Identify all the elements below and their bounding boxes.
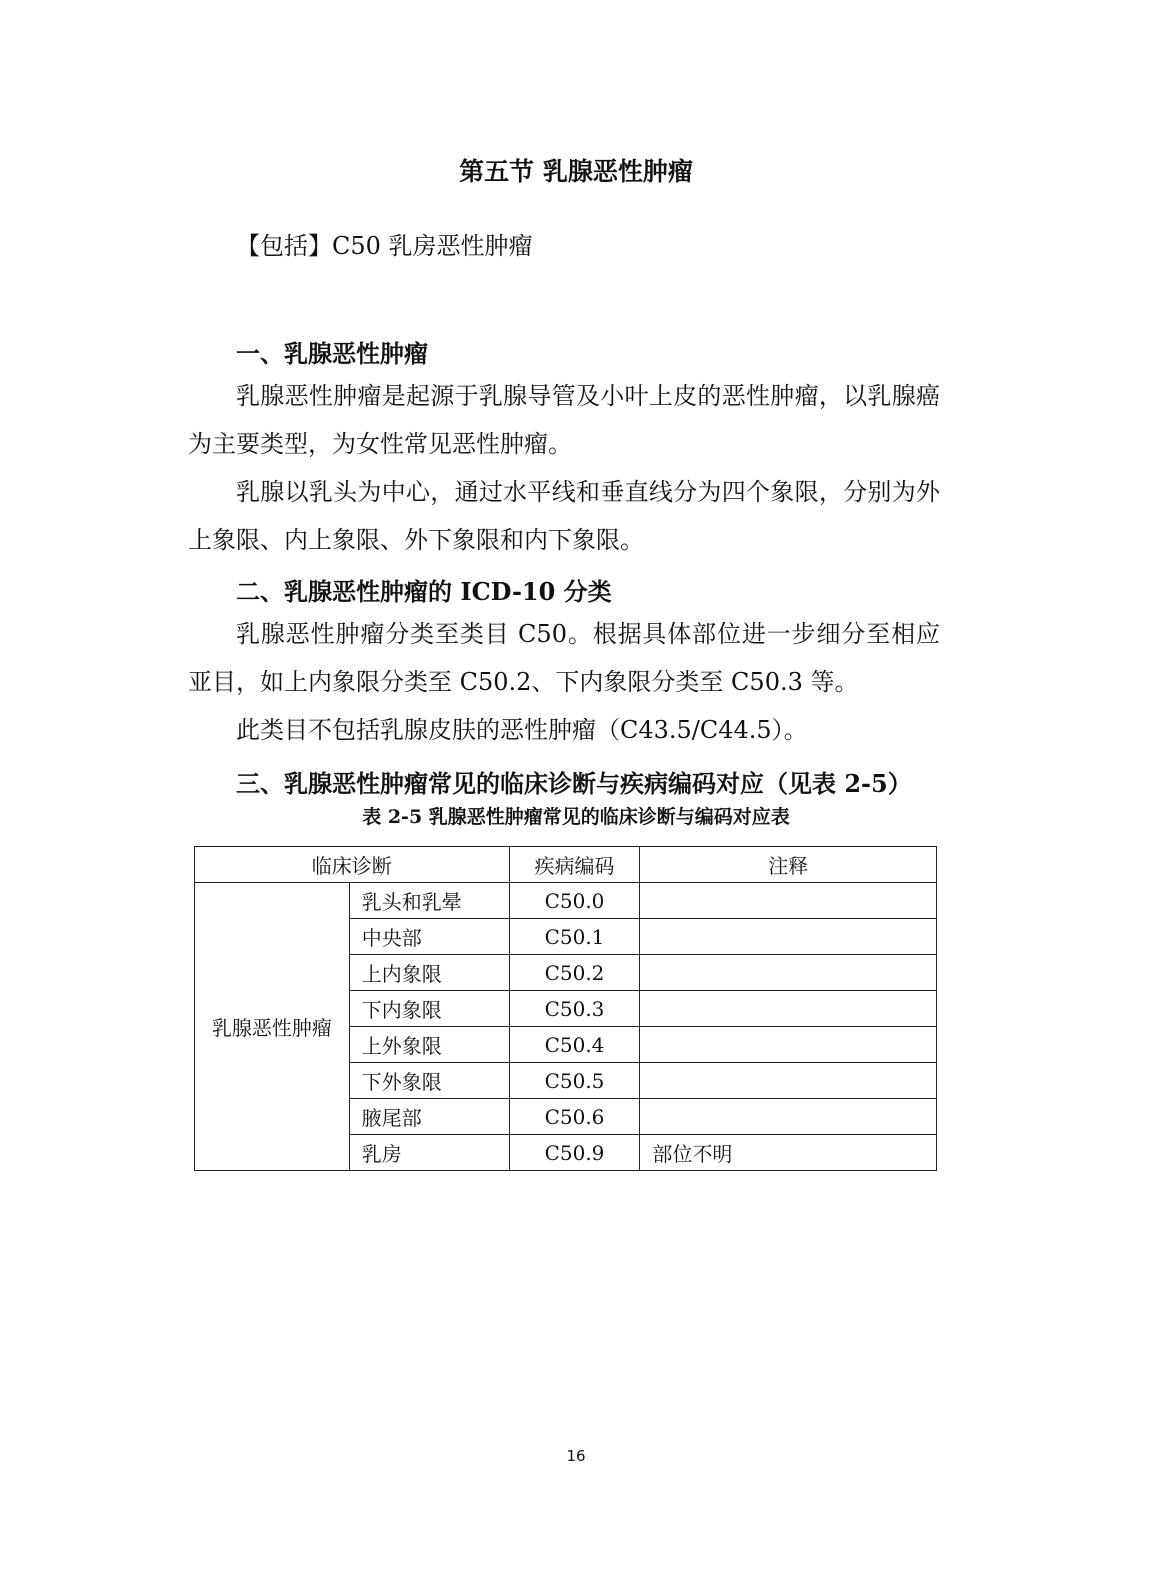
site-cell: 上内象限 <box>349 955 509 991</box>
heading-overview: 一、乳腺恶性肿瘤 <box>236 339 428 368</box>
note-cell <box>640 955 937 991</box>
code-cell: C50.6 <box>509 1099 640 1135</box>
includes-line: 【包括】C50 乳房恶性肿瘤 <box>236 232 533 260</box>
note-cell <box>640 1027 937 1063</box>
site-cell: 下外象限 <box>349 1063 509 1099</box>
note-cell <box>640 919 937 955</box>
paragraph-quadrants: 乳腺以乳头为中心，通过水平线和垂直线分为四个象限，分别为外上象限、内上象限、外下象限和内下象限。 <box>188 478 940 554</box>
site-cell: 下内象限 <box>349 991 509 1027</box>
header-notes: 注释 <box>640 847 937 883</box>
code-cell: C50.9 <box>509 1135 640 1171</box>
diagnosis-cell: 乳腺恶性肿瘤 <box>195 883 350 1171</box>
site-cell: 中央部 <box>349 919 509 955</box>
site-cell: 上外象限 <box>349 1027 509 1063</box>
note-cell <box>640 991 937 1027</box>
code-cell: C50.1 <box>509 919 640 955</box>
heading-icd10: 二、乳腺恶性肿瘤的 ICD-10 分类 <box>236 577 612 606</box>
code-cell: C50.4 <box>509 1027 640 1063</box>
note-cell <box>640 883 937 919</box>
paragraph-classification: 乳腺恶性肿瘤分类至类目 C50。根据具体部位进一步细分至相应亚目，如上内象限分类至 C50.2、下内象限分类至 C50.3 等。 <box>188 620 940 696</box>
table-row <box>195 883 937 919</box>
code-cell: C50.0 <box>509 883 640 919</box>
paragraph-exclusion: 此类目不包括乳腺皮肤的恶性肿瘤（C43.5/C44.5）。 <box>236 716 808 744</box>
note-cell <box>640 1099 937 1135</box>
section-title: 第五节 乳腺恶性肿瘤 <box>459 157 693 186</box>
site-cell: 腋尾部 <box>349 1099 509 1135</box>
code-cell: C50.2 <box>509 955 640 991</box>
site-cell: 乳头和乳晕 <box>349 883 509 919</box>
header-clinical-diagnosis: 临床诊断 <box>195 847 510 883</box>
note-cell <box>640 1063 937 1099</box>
code-cell: C50.5 <box>509 1063 640 1099</box>
header-disease-code: 疾病编码 <box>509 847 640 883</box>
table-header-row <box>195 847 937 883</box>
table-caption: 表 2-5 乳腺恶性肿瘤常见的临床诊断与编码对应表 <box>362 806 790 828</box>
code-cell: C50.3 <box>509 991 640 1027</box>
note-cell: 部位不明 <box>640 1135 937 1171</box>
heading-mapping: 三、乳腺恶性肿瘤常见的临床诊断与疾病编码对应（见表 2-5） <box>236 769 912 798</box>
paragraph-definition: 乳腺恶性肿瘤是起源于乳腺导管及小叶上皮的恶性肿瘤，以乳腺癌为主要类型，为女性常见恶性肿瘤。 <box>188 382 940 458</box>
diagnosis-code-table <box>194 846 937 1171</box>
page-number: 16 <box>566 1447 586 1465</box>
site-cell: 乳房 <box>349 1135 509 1171</box>
